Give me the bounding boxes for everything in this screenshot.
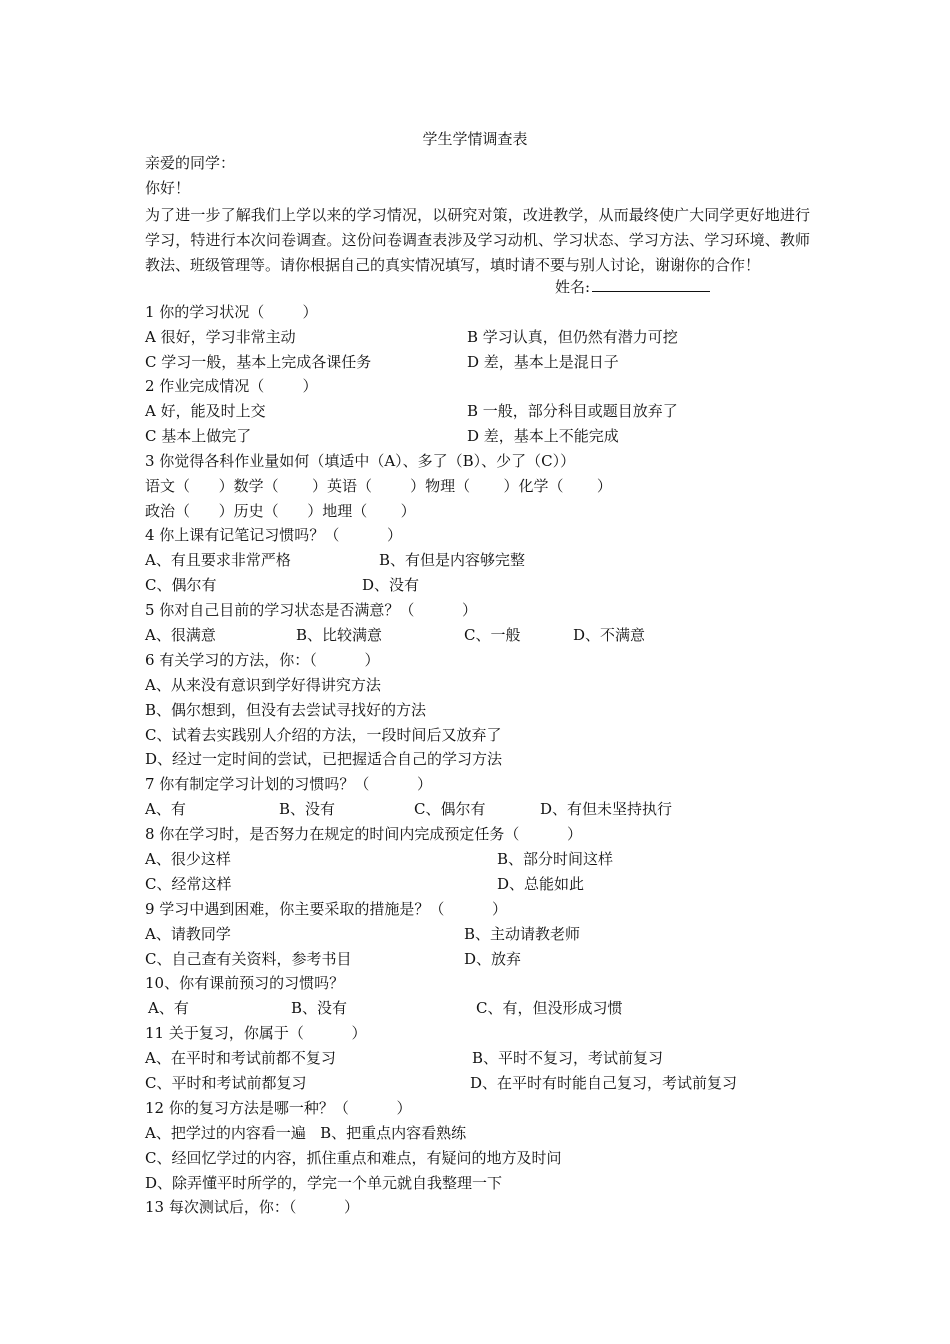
question-12: 12 你的复习方法是哪一种？（ ） bbox=[145, 1099, 412, 1117]
subject-row-2: 政治（ ）历史（ ）地理（ ） bbox=[145, 502, 416, 520]
option-6c: C、试着去实践别人介绍的方法，一段时间后又放弃了 bbox=[145, 726, 502, 744]
question-9: 9 学习中遇到困难，你主要采取的措施是？（ ） bbox=[145, 900, 507, 918]
option-7b: B、没有 bbox=[279, 800, 336, 818]
question-1: 1 你的学习状况（ ） bbox=[145, 303, 318, 321]
name-field[interactable] bbox=[555, 277, 710, 297]
option-2c: C 基本上做完了 bbox=[145, 427, 252, 445]
option-11a: A、在平时和考试前都不复习 bbox=[145, 1049, 336, 1067]
option-1b: B 学习认真，但仍然有潜力可挖 bbox=[467, 328, 678, 346]
hello-line: 你好！ bbox=[145, 179, 191, 197]
option-9a: A、请教同学 bbox=[145, 925, 231, 943]
option-2b: B 一般，部分科目或题目放弃了 bbox=[467, 402, 678, 420]
option-2a: A 好，能及时上交 bbox=[145, 402, 266, 420]
name-label: 姓名: bbox=[555, 278, 591, 296]
option-8c: C、经常这样 bbox=[145, 875, 232, 893]
question-6: 6 有关学习的方法，你：（ ） bbox=[145, 651, 380, 669]
question-11: 11 关于复习，你属于（ ） bbox=[145, 1024, 367, 1042]
option-9c: C、自己查有关资料，参考书目 bbox=[145, 950, 352, 968]
greeting: 亲爱的同学： bbox=[145, 154, 236, 172]
intro-paragraph bbox=[145, 203, 810, 277]
option-4d: D、没有 bbox=[362, 576, 420, 594]
option-8b: B、部分时间这样 bbox=[497, 850, 614, 868]
option-11c: C、平时和考试前都复习 bbox=[145, 1074, 307, 1092]
option-10b: B、没有 bbox=[291, 999, 348, 1017]
option-12d: D、除弄懂平时所学的，学完一个单元就自我整理一下 bbox=[145, 1174, 503, 1192]
option-1c: C 学习一般，基本上完成各课任务 bbox=[145, 353, 372, 371]
subject-row-1: 语文（ ）数学（ ）英语（ ）物理（ ）化学（ ） bbox=[145, 477, 612, 495]
option-6d: D、经过一定时间的尝试，已把握适合自己的学习方法 bbox=[145, 750, 503, 768]
question-3: 3 你觉得各科作业量如何（填适中（A）、多了（B）、少了（C）） bbox=[145, 452, 576, 470]
option-10a: A、有 bbox=[148, 999, 189, 1017]
option-6a: A、从来没有意识到学好得讲究方法 bbox=[145, 676, 381, 694]
option-4b: B、有但是内容够完整 bbox=[379, 551, 526, 569]
option-5c: C、一般 bbox=[464, 626, 521, 644]
question-5: 5 你对自己目前的学习状态是否满意？（ ） bbox=[145, 601, 477, 619]
option-12c: C、经回忆学过的内容，抓住重点和难点，有疑问的地方及时问 bbox=[145, 1149, 562, 1167]
option-8a: A、很少这样 bbox=[145, 850, 231, 868]
page-title: 学生学情调查表 bbox=[422, 130, 528, 148]
option-9d: D、放弃 bbox=[464, 950, 522, 968]
question-10: 10、你有课前预习的习惯吗？ bbox=[145, 974, 345, 992]
option-1d: D 差，基本上是混日子 bbox=[467, 353, 619, 371]
option-11d: D、在平时有时能自己复习，考试前复习 bbox=[470, 1074, 738, 1092]
option-5d: D、不满意 bbox=[573, 626, 646, 644]
option-9b: B、主动请教老师 bbox=[464, 925, 581, 943]
option-4a: A、有且要求非常严格 bbox=[145, 551, 291, 569]
intro-text: 为了进一步了解我们上学以来的学习情况，以研究对策，改进教学，从而最终使广大同学更好地进行学习，特进行本次问卷调查。这份问卷调查表涉及学习动机、学习状态、学习方法、学习环境、教师教法、班级管理等。请你根据自己的真实情况填写，填时请不要与别人讨论，谢谢你的合作！ bbox=[145, 206, 810, 274]
question-13: 13 每次测试后，你：（ ） bbox=[145, 1198, 360, 1216]
option-11b: B、平时不复习，考试前复习 bbox=[472, 1049, 664, 1067]
option-7c: C、偶尔有 bbox=[414, 800, 486, 818]
option-5a: A、很满意 bbox=[145, 626, 216, 644]
option-4c: C、偶尔有 bbox=[145, 576, 217, 594]
option-12ab: A、把学过的内容看一遍 B、把重点内容看熟练 bbox=[145, 1124, 467, 1142]
option-7d: D、有但未坚持执行 bbox=[540, 800, 673, 818]
name-blank-line[interactable] bbox=[592, 277, 710, 292]
question-2: 2 作业完成情况（ ） bbox=[145, 377, 318, 395]
option-10c: C、有，但没形成习惯 bbox=[476, 999, 623, 1017]
option-7a: A、有 bbox=[145, 800, 186, 818]
option-1a: A 很好，学习非常主动 bbox=[145, 328, 296, 346]
option-8d: D、总能如此 bbox=[497, 875, 585, 893]
option-6b: B、偶尔想到，但没有去尝试寻找好的方法 bbox=[145, 701, 427, 719]
question-8: 8 你在学习时，是否努力在规定的时间内完成预定任务（ ） bbox=[145, 825, 582, 843]
question-4: 4 你上课有记笔记习惯吗？（ ） bbox=[145, 526, 402, 544]
option-2d: D 差，基本上不能完成 bbox=[467, 427, 619, 445]
question-7: 7 你有制定学习计划的习惯吗？（ ） bbox=[145, 775, 432, 793]
option-5b: B、比较满意 bbox=[296, 626, 383, 644]
